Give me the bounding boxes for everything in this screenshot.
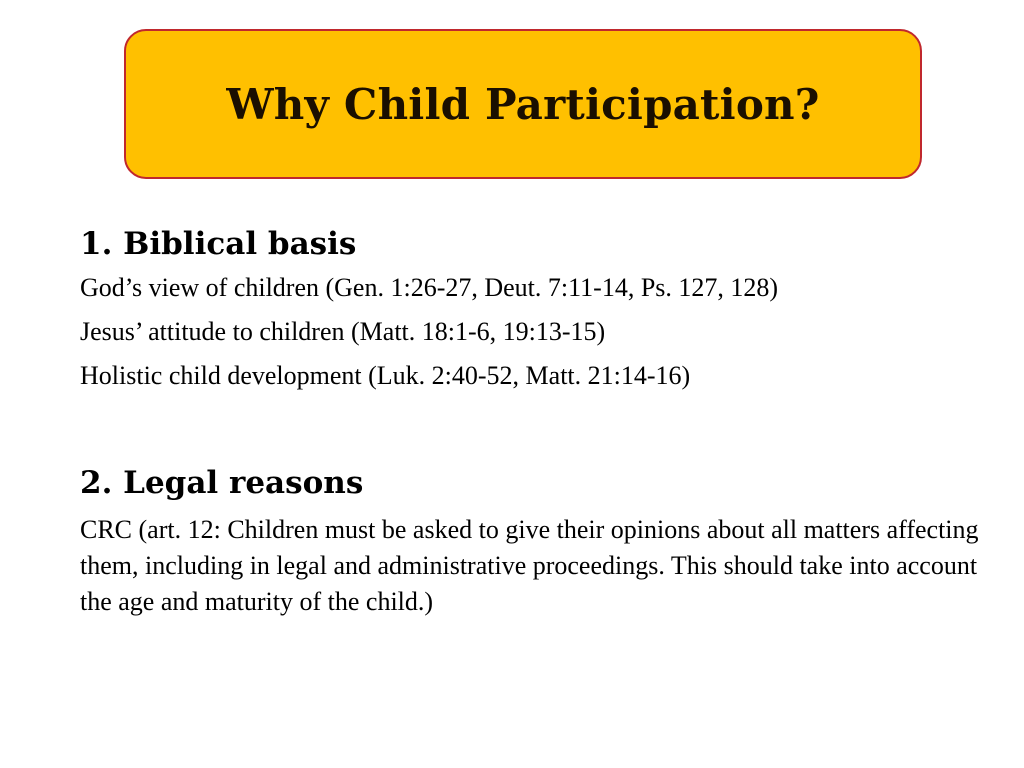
section-body: CRC (art. 12: Children must be asked to give their opinions about all matters affecting them, including in legal and administrative proceedings. This should take into account the age and maturity of the child.)	[80, 515, 979, 616]
slide-title: Why Child Participation?	[226, 79, 820, 129]
section-heading: 1. Biblical basis	[80, 226, 357, 262]
section-legal-reasons	[80, 454, 985, 620]
section-biblical-basis	[80, 222, 985, 398]
list-item: God’s view of children (Gen. 1:26-27, Deut. 7:11-14, Ps. 127, 128)	[80, 273, 779, 302]
slide-content	[80, 222, 985, 620]
list-item: Jesus’ attitude to children (Matt. 18:1-6, 19:13-15)	[80, 317, 606, 346]
section-heading: 2. Legal reasons	[80, 465, 364, 501]
list-item: Holistic child development (Luk. 2:40-52, Matt. 21:14-16)	[80, 361, 691, 390]
title-box	[124, 29, 922, 179]
